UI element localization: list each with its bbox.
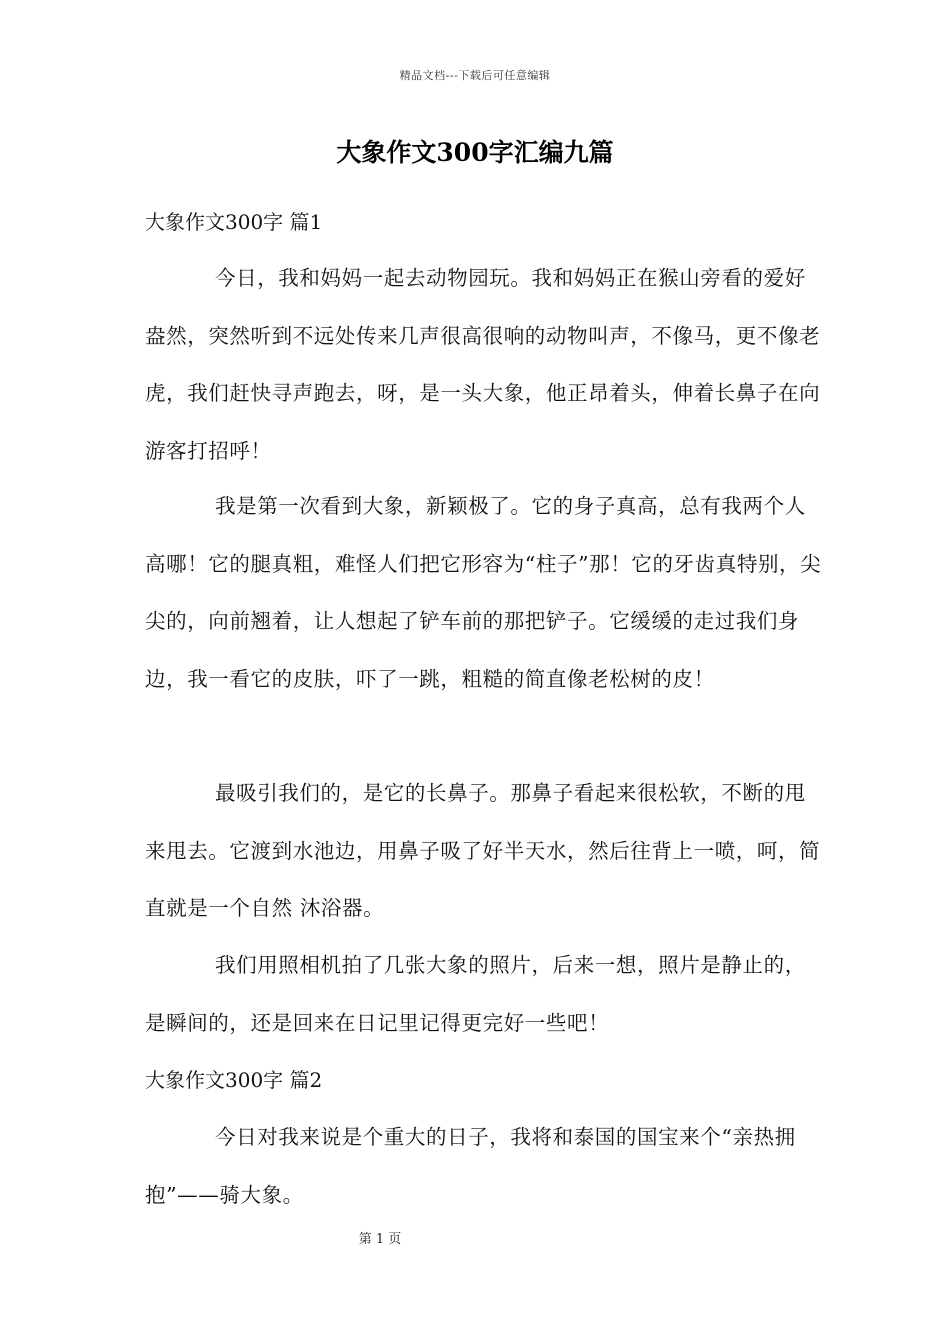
section-heading-2: 大象作文300字 篇2 — [145, 1068, 323, 1092]
paragraph-1-1: 今日，我和妈妈一起去动物园玩。我和妈妈正在猴山旁看的爱好盎然，突然听到不远处传来几声很高很响的动物叫声，不像马，更不像老虎，我们赶快寻声跑去，呀，是一头大象，他正昂着头，伸着长鼻子在向游客打招呼！ — [145, 266, 821, 463]
page-number: 第 1 页 — [358, 1232, 402, 1247]
section-heading-1: 大象作文300字 篇1 — [145, 210, 323, 234]
paragraph-1-3: 最吸引我们的，是它的长鼻子。那鼻子看起来很松软，不断的甩来甩去。它渡到水池边，用鼻子吸了好半天水，然后往背上一喷，呵，简直就是一个自然 沐浴器。 — [145, 781, 821, 920]
paragraph-1-4: 我们用照相机拍了几张大象的照片，后来一想，照片是静止的，是瞬间的，还是回来在日记里记得更完好一些吧！ — [145, 953, 806, 1035]
page-header: 精品文档---下载后可任意编辑 — [399, 69, 551, 82]
paragraph-2-1: 今日对我来说是个重大的日子，我将和泰国的国宝来个“亲热拥抱”——骑大象。 — [145, 1125, 796, 1207]
paragraph-1-2: 我是第一次看到大象，新颖极了。它的身子真高，总有我两个人高哪！它的腿真粗，难怪人们把它形容为“柱子”那！它的牙齿真特别，尖尖的，向前翘着，让人想起了铲车前的那把铲子。它缓缓的走过我们身边，我一看它的皮肤，吓了一跳，粗糙的简直像老松树的皮！ — [145, 494, 822, 691]
document-title: 大象作文300字汇编九篇 — [336, 138, 614, 167]
